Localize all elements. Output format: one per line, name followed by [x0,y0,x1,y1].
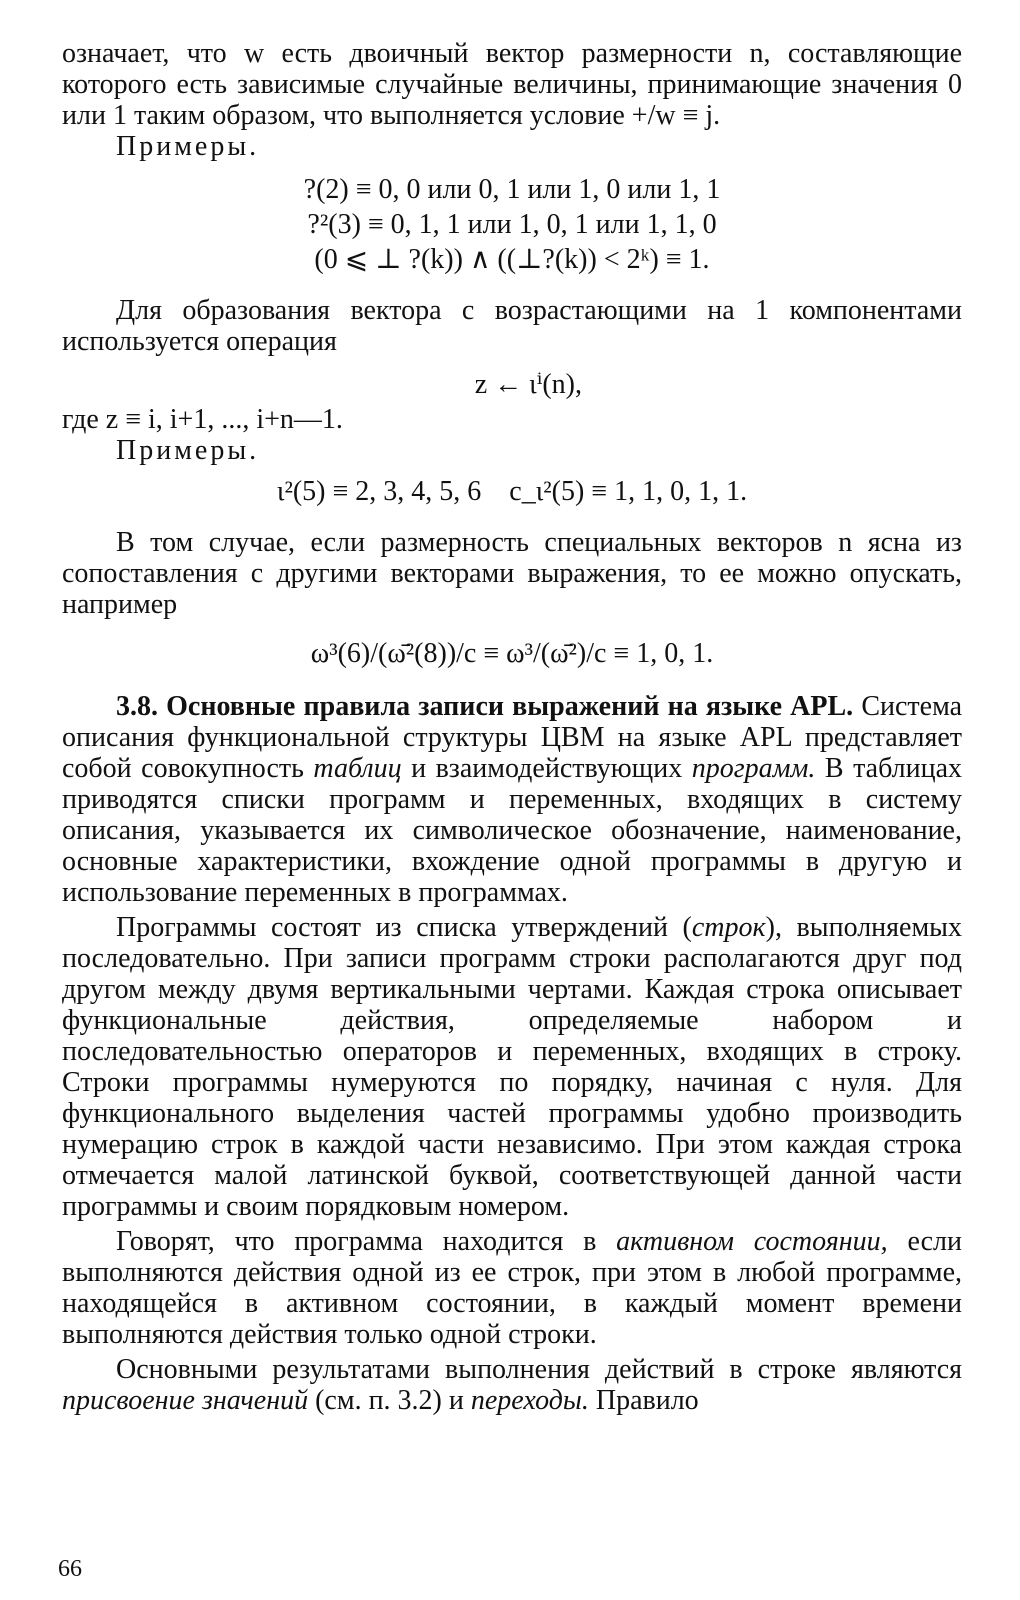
formula-omega: ω³(6)/(ω̄²(8))/c ≡ ω³/(ω̄²)/c ≡ 1, 0, 1. [310,638,714,669]
section-text: и взаимодействующих [411,753,683,784]
results-paragraph [62,1354,962,1416]
section-number: 3.8. [116,691,158,722]
page-body [62,38,962,1416]
formula-iota-example: ι²(5) ≡ 2, 3, 4, 5, 6 c_ι²(5) ≡ 1, 1, 0, 1, 1. [276,476,748,507]
term-tables: таблиц [313,753,402,784]
examples-label: Примеры. [116,435,260,466]
active-paragraph [62,1226,962,1350]
section-title: Основные правила записи выражений на языке APL. [166,691,854,722]
term-jumps: переходы. [470,1385,589,1416]
programs-text: ), выполняемых последовательно. При записи программ строки располагаются друг под другом между двумя вертикальными чертами. Каждая строка описывает функциональные действия, определяемые набором и последовательностью операторов и переменных, входящих в строку. Строки программы нумеруются по порядку, начиная с нуля. Для функционального выделения частей программы удобно производить нумерацию строк в каждой части независимо. При этом каждая строка отмечается малой латинской буквой, соответствующей данной части программы и своим порядковым номером. [62,912,962,1222]
formula-inequality: (0 ⩽ ⊥ ?(k)) ∧ ((⊥?(k)) < 2ᵏ) ≡ 1. [314,244,710,275]
active-text: если выполняются действия одной из ее строк, при этом в любой программе, находящейся в активном состоянии, в каждый момент времени выполняются действия только одной строки. [62,1226,963,1350]
vector-paragraph: Для образования вектора с возрастающими на 1 компонентами используется операция [62,295,962,357]
results-text: Правило [595,1385,699,1416]
page-number: 66 [58,1556,82,1582]
dimension-paragraph: В том случае, если размерность специальных векторов n ясна из сопоставления с другими векторами выражения, то ее можно опускать, например [62,527,962,620]
section-paragraph [62,691,962,908]
results-text: (см. п. 3.2) и [315,1385,464,1416]
term-assign: присвоение значений [62,1385,309,1416]
term-active-state: активном состоянии, [616,1226,888,1257]
programs-paragraph [62,912,962,1222]
formula-iota: z ← ιⁱ(n), [474,369,582,400]
term-lines: строк [691,912,766,943]
intro-paragraph: означает, что w есть двоичный вектор размерности n, составляющие которого есть зависимые случайные величины, принимающие значения 0 или 1 таким образом, что выполняется условие +/w ≡ j. [62,38,962,131]
term-programs: программ. [691,753,816,784]
formula-random-3: ?²(3) ≡ 0, 1, 1 или 1, 0, 1 или 1, 1, 0 [307,209,717,240]
where-line: где z ≡ i, i+1, ..., i+n—1. [62,404,343,435]
results-text: Основными результатами выполнения действий в строке являются [116,1354,962,1385]
section-text: Система описания функциональной структуры ЦВМ на языке APL представляет собой совокупность [62,691,963,784]
formula-random-2: ?(2) ≡ 0, 0 или 0, 1 или 1, 0 или 1, 1 [303,174,721,205]
programs-text: Программы состоят из списка утверждений ( [116,912,692,943]
examples-label: Примеры. [116,131,260,162]
active-text: Говорят, что программа находится в [116,1226,597,1257]
section-text: В таблицах приводятся списки программ и переменных, входящих в систему описания, указывается их символическое обозначение, наименование, основные характеристики, вхождение одной программы в другую и использование переменных в программах. [62,753,962,908]
